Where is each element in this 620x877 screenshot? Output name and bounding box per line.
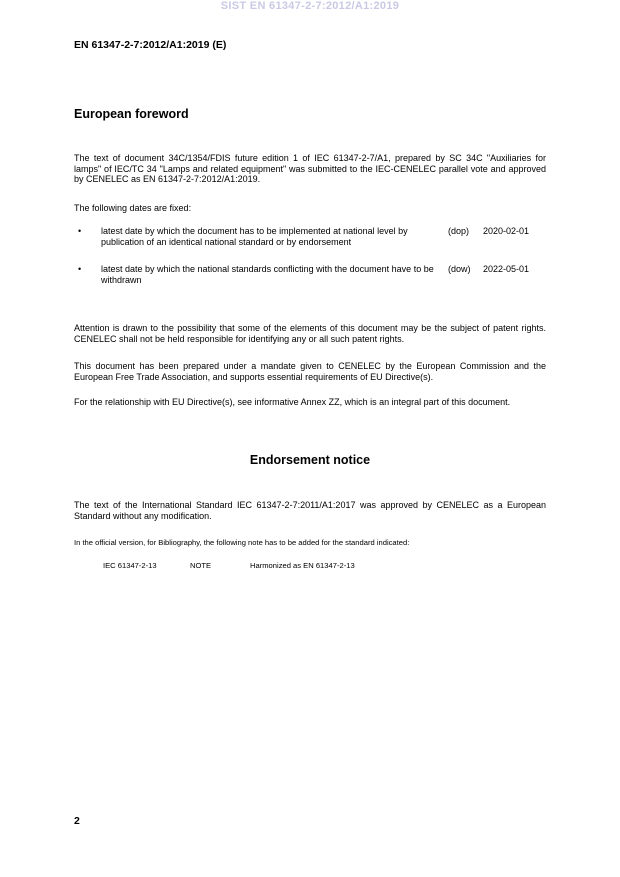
note-text: Harmonized as EN 61347-2-13 (250, 561, 355, 570)
relationship-paragraph: For the relationship with EU Directive(s), see informative Annex ZZ, which is an integral part of this document. (74, 397, 511, 407)
bullet: • (78, 226, 82, 236)
date-value: 2022-05-01 (483, 264, 530, 274)
endorsement-text: The text of the International Standard IEC 61347-2-7:2011/A1:2017 was approved by CENELEC as a European Standard without any modification. (74, 500, 546, 521)
date-description: latest date by which the national standards conflicting with the document have to be withdrawn (101, 264, 434, 285)
date-description: latest date by which the document has to be implemented at national level by publication of an identical national standard or by endorsement (101, 226, 408, 247)
mandate-paragraph: This document has been prepared under a mandate given to CENELEC by the European Commission and the European Free Trade Association, and supports essential requirements of EU Directive(s). (74, 361, 546, 382)
foreword-title: European foreword (74, 107, 189, 121)
foreword-intro: The text of document 34C/1354/FDIS future edition 1 of IEC 61347-2-7/A1, prepared by SC 34C "Auxiliaries for lamps" of IEC/TC 34 "Lamps and related equipment" was submitted to the IEC-CENELEC parallel vote and approved by CENELEC as EN 61347-2-7:2012/A1:2019. (74, 153, 546, 185)
bullet: • (78, 264, 82, 274)
date-abbreviation: (dop) (448, 226, 470, 236)
endorsement-title: Endorsement notice (249, 453, 371, 467)
dates-intro: The following dates are fixed: (74, 203, 192, 213)
bibliography-intro: In the official version, for Bibliography, the following note has to be added for the standard indicated: (74, 538, 410, 547)
page-number: 2 (74, 815, 80, 827)
watermark: SIST EN 61347-2-7:2012/A1:2019 (220, 0, 400, 12)
patent-paragraph: Attention is drawn to the possibility that some of the elements of this document may be the subject of patent rights. CENELEC shall not be held responsible for identifying any or all such patent rights. (74, 323, 546, 344)
document-id: EN 61347-2-7:2012/A1:2019 (E) (74, 39, 227, 51)
note-label: NOTE (190, 561, 212, 570)
date-value: 2020-02-01 (483, 226, 530, 236)
date-abbreviation: (dow) (448, 264, 471, 274)
note-standard: IEC 61347-2-13 (103, 561, 157, 570)
